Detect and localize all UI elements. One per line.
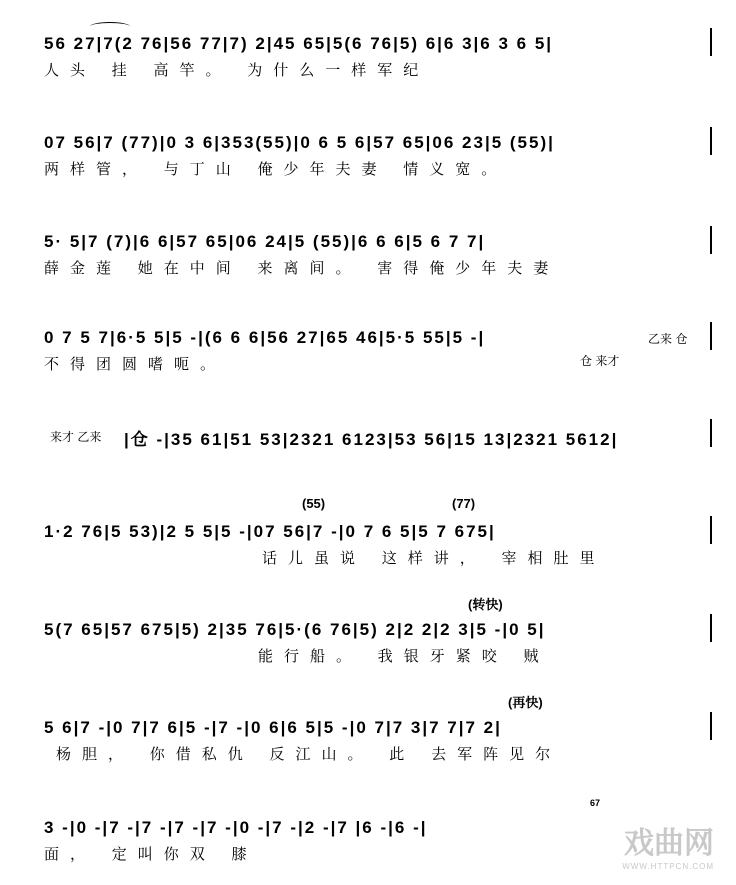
- notation-line: 56 27|7(2 76|56 77|7) 2|45 65|5(6 76|5) 6|6 3|6 3 6 5|: [44, 34, 554, 53]
- notation-line: 5· 5|7 (7)|6 6|57 65|06 24|5 (55)|6 6 6|5 6 7 7|: [44, 232, 486, 251]
- lyric-line: 两样管， 与丁山 俺少年夫妻 情义宽。: [44, 160, 508, 178]
- notation-line: 5(7 65|57 675|5) 2|35 76|5·(6 76|5) 2|2 2|2 3|5 -|0 5|: [44, 620, 546, 639]
- notation-line: 07 56|7 (77)|0 3 6|353(55)|0 6 5 6|57 65|06 23|5 (55)|: [44, 133, 555, 152]
- lyric-line: 面， 定叫你双 膝: [44, 845, 258, 863]
- lyric-line: 薛金莲 她在中间 来离间。 害得俺少年夫妻: [44, 259, 560, 277]
- barline: [710, 516, 712, 544]
- lyric-line: 杨胆， 你借私仇 反江山。 此 去军阵见尔: [56, 745, 562, 763]
- barline: [710, 614, 712, 642]
- percussion-cue: 仓 来才: [580, 354, 620, 368]
- site-watermark: [622, 818, 714, 871]
- notation-line: 0 7 5 7|6·5 5|5 -|(6 6 6|56 27|65 46|5·5 55|5 -|: [44, 328, 486, 347]
- lyric-line: 人头 挂 高竿。 为什么一样军纪: [44, 61, 430, 79]
- lyric-line: 不得团圆嗜呃。: [44, 355, 227, 373]
- grace-note-mark: 67: [590, 798, 601, 808]
- barline: [710, 28, 712, 56]
- barline: [710, 419, 712, 447]
- barline: [710, 127, 712, 155]
- tempo-mark: (再快): [508, 695, 543, 710]
- barline: [710, 712, 712, 740]
- notation-line: 5 6|7 -|0 7|7 6|5 -|7 -|0 6|6 5|5 -|0 7|7 3|7 7|7 2|: [44, 718, 502, 737]
- notation-line: 3 -|0 -|7 -|7 -|7 -|7 -|0 -|7 -|2 -|7 |6 -|6 -|: [44, 818, 428, 837]
- accompaniment-mark: (77): [452, 496, 476, 511]
- percussion-cue: 来才 乙来: [50, 430, 102, 444]
- lyric-line: 能行船。 我银牙紧咬 贼: [258, 647, 550, 665]
- notation-line: 1·2 76|5 53)|2 5 5|5 -|07 56|7 -|0 7 6 5|5 7 675|: [44, 522, 496, 541]
- watermark-url: WWW.HTTPCN.COM: [622, 862, 714, 871]
- slur: [90, 22, 130, 31]
- lyric-line: 话儿虽说 这样讲， 宰相肚里: [262, 549, 606, 567]
- watermark-logo: 戏曲网: [624, 826, 714, 861]
- barline: [710, 226, 712, 254]
- barline: [710, 322, 712, 350]
- notation-line: |仓 -|35 61|51 53|2321 6123|53 56|15 13|2321 5612|: [124, 430, 619, 449]
- accompaniment-mark: (55): [302, 496, 326, 511]
- tempo-mark: (转快): [468, 597, 503, 612]
- percussion-cue: 乙来 仓: [648, 332, 688, 346]
